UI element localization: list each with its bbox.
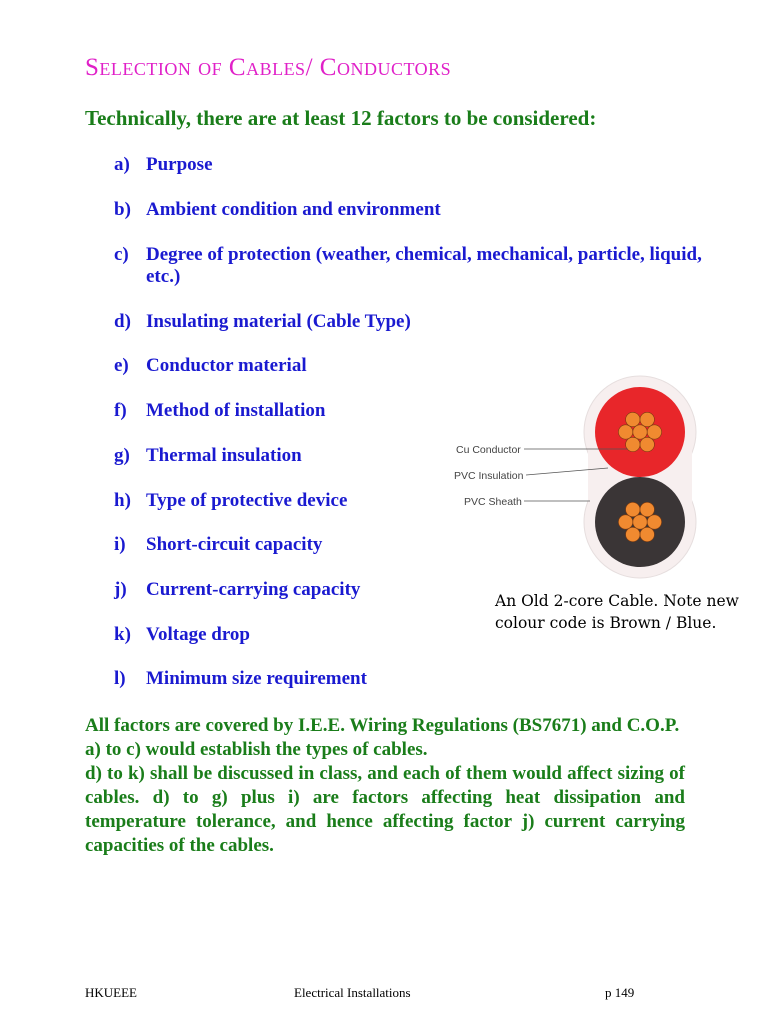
conductor-strand xyxy=(640,527,654,541)
insulation-label: PVC Insulation xyxy=(454,470,524,482)
list-item-letter: j) xyxy=(114,579,127,600)
list-item-text: Method of installation xyxy=(146,400,326,421)
list-item-letter: e) xyxy=(114,355,129,376)
list-item-letter: h) xyxy=(114,490,131,511)
summary-paragraph xyxy=(85,714,685,858)
conductor-label: Cu Conductor xyxy=(456,444,521,456)
footer-center: Electrical Installations xyxy=(294,985,411,1000)
sheath-label: PVC Sheath xyxy=(464,496,522,508)
conductor-strand xyxy=(640,437,654,451)
conductor-strand xyxy=(618,425,632,439)
list-item-text: Voltage drop xyxy=(146,624,250,645)
conductor-strand xyxy=(640,502,654,516)
list-item-text: Conductor material xyxy=(146,355,307,376)
list-item xyxy=(114,244,704,288)
conductor-strand xyxy=(647,515,661,529)
list-item-letter: f) xyxy=(114,400,127,421)
list-item-text: Type of protective device xyxy=(146,490,348,511)
list-item xyxy=(114,199,704,221)
list-item-text: Purpose xyxy=(146,154,213,175)
summary-line-3: d) to k) shall be discussed in class, and each of them would affect sizing of cables. d) to g) plus i) are factors affecting heat dissipation and temperature tolerance, and hence affecting factor j) current carrying capacities of the cables. xyxy=(85,763,685,856)
page-title: Selection of Cables/ Conductors xyxy=(85,54,452,81)
list-item-text: Current-carrying capacity xyxy=(146,579,361,600)
list-item-text: Ambient condition and environment xyxy=(146,199,441,220)
summary-line-1: All factors are covered by I.E.E. Wiring Regulations (BS7671) and C.O.P. xyxy=(85,715,680,736)
list-item-letter: k) xyxy=(114,624,131,645)
summary-line-2: a) to c) would establish the types of cables. xyxy=(85,739,428,760)
list-item-text: Short-circuit capacity xyxy=(146,534,323,555)
footer-page-number: p 149 xyxy=(605,985,635,1000)
list-item-letter: i) xyxy=(114,534,126,555)
conductor-strand xyxy=(626,502,640,516)
list-item-text: Degree of protection (weather, chemical, mechanical, particle, liquid, etc.) xyxy=(146,244,702,287)
conductor-strand xyxy=(626,527,640,541)
list-item-letter: a) xyxy=(114,154,130,175)
conductor-strand xyxy=(626,412,640,426)
conductor-strand xyxy=(618,515,632,529)
conductor-strand xyxy=(633,515,647,529)
list-item xyxy=(114,311,704,333)
conductor-strand xyxy=(640,412,654,426)
list-item-letter: c) xyxy=(114,244,129,265)
conductor-strand xyxy=(647,425,661,439)
cable-cross-section-image xyxy=(444,370,736,590)
list-item-text: Thermal insulation xyxy=(146,445,302,466)
intro-heading: Technically, there are at least 12 factors to be considered: xyxy=(85,106,597,130)
footer-left: HKUEEE xyxy=(85,985,137,1000)
conductor-strand xyxy=(633,425,647,439)
cable-figure xyxy=(444,370,736,590)
list-item xyxy=(114,154,704,176)
list-item-letter: g) xyxy=(114,445,130,466)
figure-caption: An Old 2-core Cable. Note new colour code is Brown / Blue. xyxy=(495,592,739,632)
list-item-letter: b) xyxy=(114,199,131,220)
list-item-letter: l) xyxy=(114,668,126,689)
list-item-letter: d) xyxy=(114,311,131,332)
conductor-strand xyxy=(626,437,640,451)
list-item-text: Insulating material (Cable Type) xyxy=(146,311,411,332)
list-item xyxy=(114,668,704,690)
list-item-text: Minimum size requirement xyxy=(146,668,367,689)
